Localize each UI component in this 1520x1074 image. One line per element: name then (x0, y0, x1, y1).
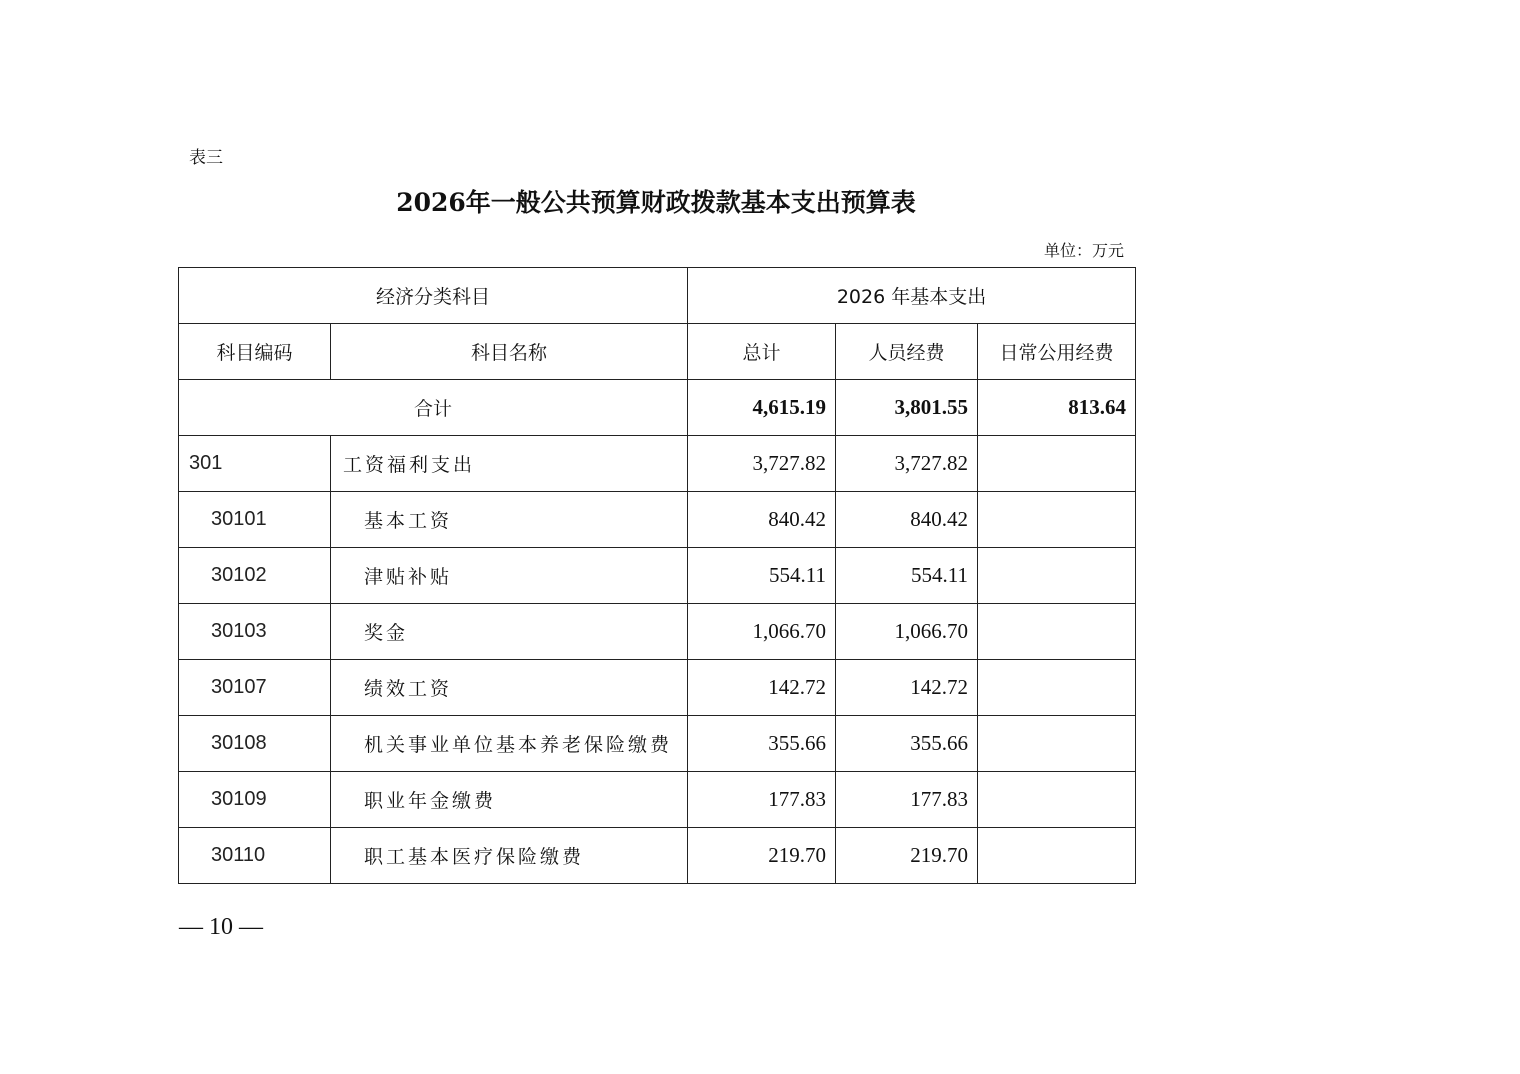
table-row (179, 828, 1136, 884)
summary-total: 4,615.19 (688, 380, 836, 436)
row-name: 工资福利支出 (331, 436, 688, 492)
row-total: 1,066.70 (688, 604, 836, 660)
row-name: 津贴补贴 (331, 548, 688, 604)
table-row (179, 492, 1136, 548)
row-total: 355.66 (688, 716, 836, 772)
header-row-columns (179, 324, 1136, 380)
row-total: 219.70 (688, 828, 836, 884)
row-code: 301 (179, 436, 331, 492)
header-public: 日常公用经费 (978, 324, 1136, 380)
summary-public: 813.64 (978, 380, 1136, 436)
row-name: 职业年金缴费 (331, 772, 688, 828)
row-public (978, 828, 1136, 884)
header-code: 科目编码 (179, 324, 331, 380)
header-personnel: 人员经费 (836, 324, 978, 380)
row-personnel: 219.70 (836, 828, 978, 884)
header-name: 科目名称 (331, 324, 688, 380)
row-public (978, 716, 1136, 772)
budget-table (178, 267, 1136, 884)
table-row (179, 660, 1136, 716)
row-name: 奖金 (331, 604, 688, 660)
header-basic-expenditure: 2026 年基本支出 (688, 268, 1136, 324)
row-name: 职工基本医疗保险缴费 (331, 828, 688, 884)
summary-label: 合计 (179, 380, 688, 436)
row-personnel: 554.11 (836, 548, 978, 604)
table-row (179, 436, 1136, 492)
row-personnel: 840.42 (836, 492, 978, 548)
header-row-group (179, 268, 1136, 324)
table-row (179, 716, 1136, 772)
row-code: 30102 (179, 548, 331, 604)
page-number: — 10 — (179, 914, 263, 940)
row-total: 3,727.82 (688, 436, 836, 492)
summary-personnel: 3,801.55 (836, 380, 978, 436)
row-total: 142.72 (688, 660, 836, 716)
row-name: 机关事业单位基本养老保险缴费 (331, 716, 688, 772)
row-code: 30101 (179, 492, 331, 548)
unit-note: 单位：万元 (1043, 241, 1124, 260)
row-personnel: 142.72 (836, 660, 978, 716)
table-row (179, 604, 1136, 660)
row-public (978, 604, 1136, 660)
row-personnel: 177.83 (836, 772, 978, 828)
document-title: 2026年一般公共预算财政拨款基本支出预算表 (396, 188, 916, 217)
row-public (978, 660, 1136, 716)
row-code: 30109 (179, 772, 331, 828)
row-public (978, 772, 1136, 828)
row-personnel: 3,727.82 (836, 436, 978, 492)
row-total: 554.11 (688, 548, 836, 604)
table-label: 表三 (189, 148, 223, 168)
row-public (978, 548, 1136, 604)
row-personnel: 355.66 (836, 716, 978, 772)
table-row (179, 548, 1136, 604)
row-public (978, 436, 1136, 492)
row-public (978, 492, 1136, 548)
row-code: 30110 (179, 828, 331, 884)
header-economic-category: 经济分类科目 (179, 268, 688, 324)
summary-row (179, 380, 1136, 436)
row-total: 840.42 (688, 492, 836, 548)
row-code: 30108 (179, 716, 331, 772)
row-name: 绩效工资 (331, 660, 688, 716)
table-row (179, 772, 1136, 828)
header-total: 总计 (688, 324, 836, 380)
row-name: 基本工资 (331, 492, 688, 548)
row-code: 30103 (179, 604, 331, 660)
row-code: 30107 (179, 660, 331, 716)
row-personnel: 1,066.70 (836, 604, 978, 660)
row-total: 177.83 (688, 772, 836, 828)
